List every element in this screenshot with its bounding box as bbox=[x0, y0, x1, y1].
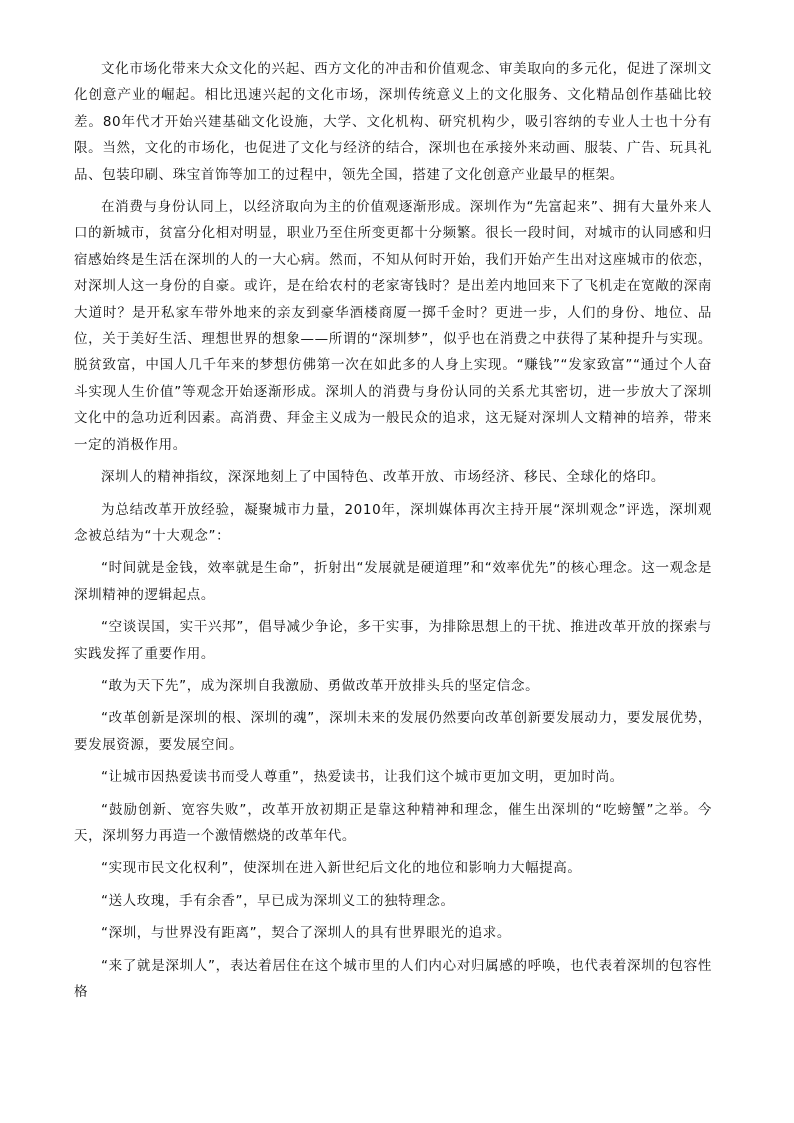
paragraph-concept-empty-talk: “空谈误国，实干兴邦”，倡导减少争论，多干实事，为排除思想上的干扰、推进改革开放的探索与实践发挥了重要作用。 bbox=[74, 619, 712, 662]
paragraph-concept-reform-innovation: “改革创新是深圳的根、深圳的魂”，深圳未来的发展仍然要向改革创新要发展动力，要发展优势，要发展资源，要发展空间。 bbox=[74, 710, 712, 753]
paragraph-concept-roses: “送人玫瑰，手有余香”，早已成为深圳义工的独特理念。 bbox=[101, 892, 455, 909]
paragraph-concept-dare-first: “敢为天下先”，成为深圳自我激励、勇做改革开放排头兵的坚定信念。 bbox=[101, 677, 540, 694]
paragraph-concept-cultural-rights: “实现市民文化权利”，使深圳在进入新世纪后文化的地位和影响力大幅提高。 bbox=[101, 860, 582, 877]
article-body bbox=[74, 56, 712, 1005]
paragraph-consumption-identity: 在消费与身份认同上，以经济取向为主的价值观逐渐形成。深圳作为“先富起来”、拥有大量外来人口的新城市，贫富分化相对明显，职业乃至住所变更都十分频繁。很长一段时间，对城市的认同感和归宿感始终是生活在深圳的人的一大心病。然而，不知从何时开始，我们开始产生出对这座城市的依恋，对深圳人这一身份的自豪。或许，是在给农村的老家寄钱时？是出差内地回来下了飞机走在宽敞的深南大道时？是开私家车带外地来的亲友到豪华酒楼商厦一掷千金时？更进一步，人们的身份、地位、品位，关于美好生活、理想世界的想象——所谓的“深圳梦”，似乎也在消费之中获得了某种提升与实现。脱贫致富，中国人几千年来的梦想仿佛第一次在如此多的人身上实现。“赚钱”“发家致富”“通过个人奋斗实现人生价值”等观念开始逐渐形成。深圳人的消费与身份认同的关系尤其密切，进一步放大了深圳文化中的急功近利因素。高消费、拜金主义成为一般民众的追求，这无疑对深圳人文精神的培养，带来一定的消极作用。 bbox=[74, 199, 712, 453]
paragraph-ten-concepts-intro: 为总结改革开放经验，凝聚城市力量，2010年，深圳媒体再次主持开展“深圳观念”评选，深圳观念被总结为“十大观念”： bbox=[74, 501, 712, 544]
paragraph-cultural-market: 文化市场化带来大众文化的兴起、西方文化的冲击和价值观念、审美取向的多元化，促进了深圳文化创意产业的崛起。相比迅速兴起的文化市场，深圳传统意义上的文化服务、文化精品创作基础比较差。80年代才开始兴建基础文化设施，大学、文化机构、研究机构少，吸引容纳的专业人士也十分有限。当然，文化的市场化，也促进了文化与经济的结合，深圳也在承接外来动画、服装、广告、玩具礼品、包装印刷、珠宝首饰等加工的过程中，领先全国，搭建了文化创意产业最早的框架。 bbox=[74, 61, 712, 183]
paragraph-concept-no-distance: “深圳，与世界没有距离”，契合了深圳人的具有世界眼光的追求。 bbox=[101, 925, 511, 942]
paragraph-concept-reading: “让城市因热爱读书而受人尊重”，热爱读书，让我们这个城市更加文明，更加时尚。 bbox=[101, 769, 624, 786]
paragraph-concept-tolerate-failure: “鼓励创新、宽容失败”，改革开放初期正是靠这种精神和理念，催生出深圳的“吃螃蟹”之举。今天，深圳努力再造一个激情燃烧的改革年代。 bbox=[74, 801, 712, 844]
paragraph-concept-shenzhen-people: “来了就是深圳人”，表达着居住在这个城市里的人们内心对归属感的呼唤，也代表着深圳的包容性格 bbox=[74, 957, 712, 1000]
paragraph-concept-time-money: “时间就是金钱，效率就是生命”，折射出“发展就是硬道理”和“效率优先”的核心理念。这一观念是深圳精神的逻辑起点。 bbox=[74, 560, 712, 603]
paragraph-spirit-fingerprint: 深圳人的精神指纹，深深地刻上了中国特色、改革开放、市场经济、移民、全球化的烙印。 bbox=[101, 469, 665, 486]
